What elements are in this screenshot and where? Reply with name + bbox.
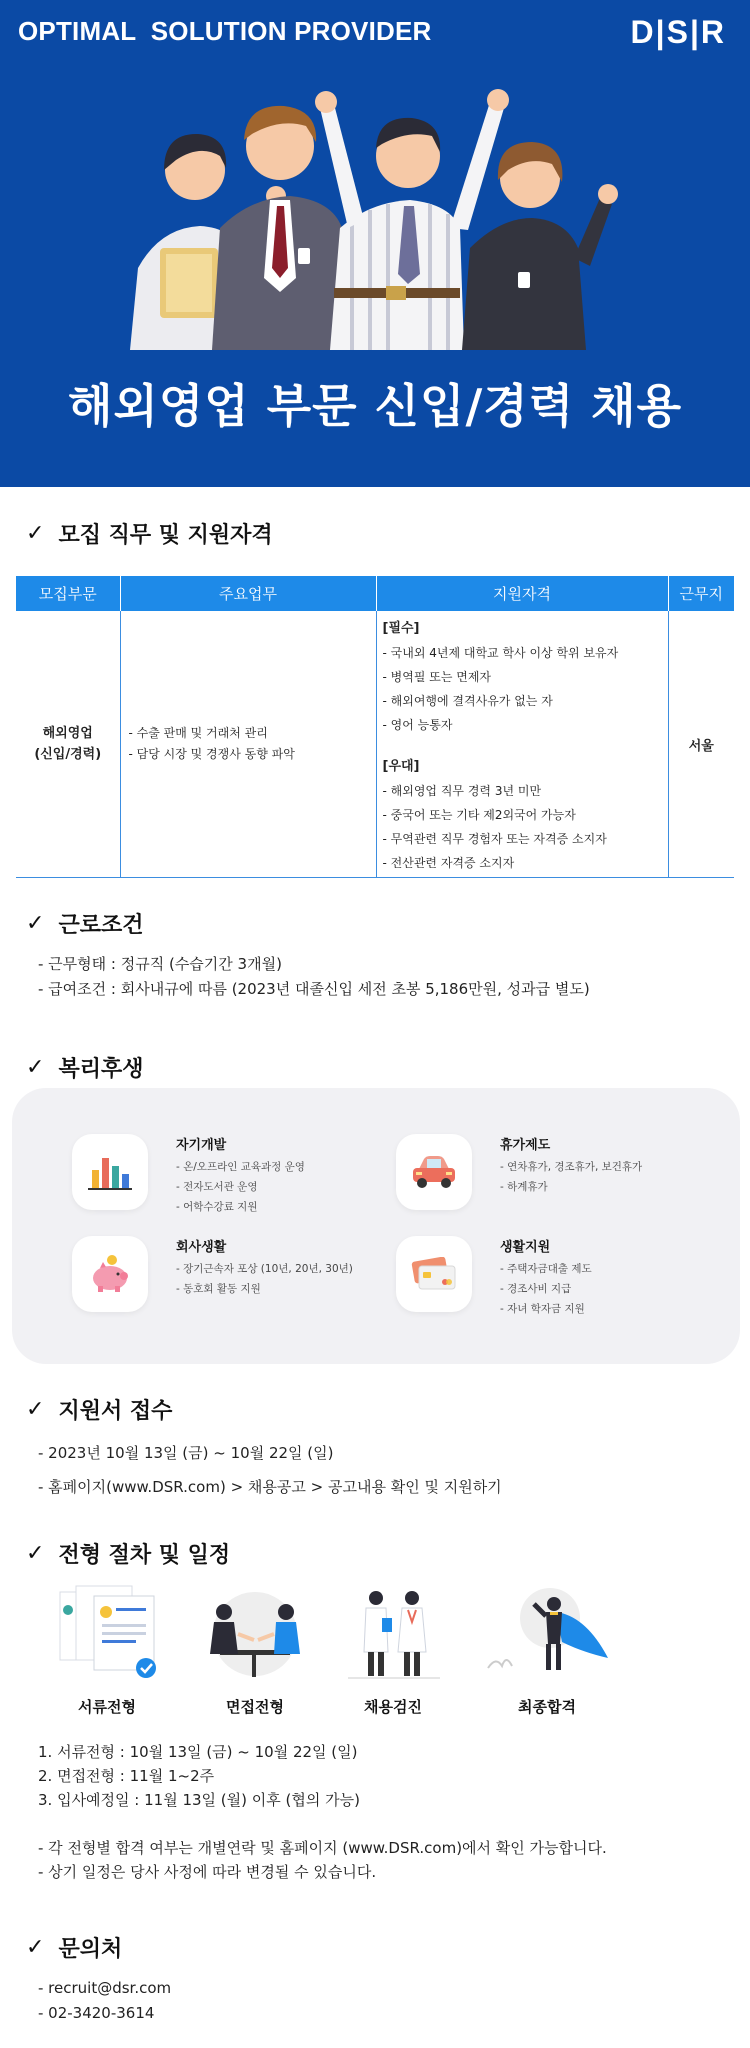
company-logo: D|S|R xyxy=(630,14,726,50)
apply-list xyxy=(38,1436,502,1504)
schedule-item: 2. 면접전형 : 11월 1~2주 xyxy=(38,1767,215,1785)
process-step-medical xyxy=(318,1582,468,1717)
hero-title: 해외영업 부문 신입/경력 채용 xyxy=(67,379,683,433)
duty-item: - 담당 시장 및 경쟁사 동향 파악 xyxy=(128,747,295,761)
benefit-title: 휴가제도 xyxy=(500,1138,551,1153)
contact-list xyxy=(38,1976,171,2026)
required-label: [필수] xyxy=(382,621,420,636)
benefit-living-support xyxy=(396,1236,592,1319)
process-step-final xyxy=(472,1582,622,1717)
header-qualification: 지원자격 xyxy=(376,576,668,611)
check-icon: ✓ xyxy=(26,911,45,936)
required-item: - 국내외 4년제 대학교 학사 이상 학위 보유자 xyxy=(382,646,619,660)
cell-dept xyxy=(16,611,120,878)
condition-item: - 근무형태 : 정규직 (수습기간 3개월) xyxy=(38,955,282,973)
interview-illustration xyxy=(190,1582,320,1682)
conditions-list xyxy=(38,952,590,1002)
schedule-item: 3. 입사예정일 : 11월 13일 (월) 이후 (협의 가능) xyxy=(38,1791,360,1809)
process-step-interview xyxy=(180,1582,330,1717)
benefit-self-development xyxy=(72,1134,305,1217)
cell-duty xyxy=(120,611,376,878)
benefit-item: - 전자도서관 운영 xyxy=(176,1181,258,1193)
person-man-tie xyxy=(212,106,346,350)
table-header-row xyxy=(16,576,734,611)
header-dept: 모집부문 xyxy=(16,576,120,611)
section-heading-conditions xyxy=(26,908,143,939)
benefit-item: - 경조사비 지급 xyxy=(500,1283,572,1295)
required-item: - 영어 능통자 xyxy=(382,718,453,732)
check-icon: ✓ xyxy=(26,1397,45,1422)
check-icon: ✓ xyxy=(26,521,45,546)
section-title: 지원서 접수 xyxy=(58,1399,173,1424)
check-icon: ✓ xyxy=(26,1935,45,1960)
benefit-item: - 어학수강료 지원 xyxy=(176,1201,258,1213)
benefit-item: - 주택자금대출 제도 xyxy=(500,1263,592,1275)
benefit-item: - 장기근속자 포상 (10년, 20년, 30년) xyxy=(176,1263,353,1275)
medical-checkup-illustration xyxy=(328,1582,458,1682)
hero-people-illustration xyxy=(120,78,640,350)
section-title: 근로조건 xyxy=(58,913,144,938)
section-heading-benefits xyxy=(26,1052,143,1083)
recruit-table xyxy=(16,576,734,878)
schedule-item: 1. 서류전형 : 10월 13일 (금) ~ 10월 22일 (일) xyxy=(38,1743,358,1761)
preferred-item: - 무역관련 직무 경험자 또는 자격증 소지자 xyxy=(382,832,607,846)
benefit-item: - 자녀 학자금 지원 xyxy=(500,1303,585,1315)
piggy-bank-icon xyxy=(72,1236,148,1312)
required-item: - 해외여행에 결격사유가 없는 자 xyxy=(382,694,553,708)
section-heading-recruit xyxy=(26,518,273,549)
contact-phone[interactable]: - 02-3420-3614 xyxy=(38,2004,155,2022)
benefits-panel xyxy=(12,1088,740,1364)
check-icon: ✓ xyxy=(26,1541,45,1566)
header-location: 근무지 xyxy=(668,576,734,611)
step-label: 최종합격 xyxy=(518,1698,576,1716)
cell-qualification xyxy=(376,611,668,878)
step-label: 서류전형 xyxy=(78,1698,136,1716)
check-icon: ✓ xyxy=(26,1055,45,1080)
benefit-item: - 연차휴가, 경조휴가, 보건휴가 xyxy=(500,1161,643,1173)
condition-item: - 급여조건 : 회사내규에 따름 (2023년 대졸신입 세전 초봉 5,186만원, 성과급 별도) xyxy=(38,980,590,998)
benefit-item: - 온/오프라인 교육과정 운영 xyxy=(176,1161,305,1173)
step-label: 채용검진 xyxy=(364,1698,422,1716)
duty-item: - 수출 판매 및 거래처 관리 xyxy=(128,726,268,740)
section-heading-apply xyxy=(26,1394,172,1425)
header-duty: 주요업무 xyxy=(120,576,376,611)
cell-location: 서울 xyxy=(668,611,734,878)
car-icon xyxy=(396,1134,472,1210)
note-item: - 각 전형별 합격 여부는 개별연락 및 홈페이지 (www.DSR.com)에서 확인 가능합니다. xyxy=(38,1839,607,1857)
notes-list xyxy=(38,1836,607,1884)
section-title: 복리후생 xyxy=(58,1057,144,1082)
step-label: 면접전형 xyxy=(226,1698,284,1716)
dept-name: 해외영업 xyxy=(42,726,93,741)
bar-chart-icon xyxy=(72,1134,148,1210)
hero-banner xyxy=(0,0,750,487)
benefit-title: 생활지원 xyxy=(500,1240,551,1255)
preferred-item: - 전산관련 자격증 소지자 xyxy=(382,856,515,870)
note-item: - 상기 일정은 당사 사정에 따라 변경될 수 있습니다. xyxy=(38,1863,377,1881)
process-step-document xyxy=(32,1582,182,1717)
section-title: 모집 직무 및 지원자격 xyxy=(58,523,273,548)
benefit-item: - 동호회 활동 지원 xyxy=(176,1283,261,1295)
apply-item: - 홈페이지(www.DSR.com) > 채용공고 > 공고내용 확인 및 지원하기 xyxy=(38,1478,502,1496)
section-heading-contact xyxy=(26,1932,122,1963)
apply-item: - 2023년 10월 13일 (금) ~ 10월 22일 (일) xyxy=(38,1444,334,1462)
section-heading-process xyxy=(26,1538,230,1569)
contact-email[interactable]: - recruit@dsr.com xyxy=(38,1979,172,1997)
benefit-company-life xyxy=(72,1236,353,1312)
benefit-title: 자기개발 xyxy=(176,1138,227,1153)
dept-type: (신입/경력) xyxy=(34,747,102,762)
table-row xyxy=(16,611,734,878)
required-item: - 병역필 또는 면제자 xyxy=(382,670,492,684)
preferred-label: [우대] xyxy=(382,759,420,774)
document-review-illustration xyxy=(42,1582,172,1682)
preferred-item: - 중국어 또는 기타 제2외국어 가능자 xyxy=(382,808,576,822)
preferred-item: - 해외영업 직무 경력 3년 미만 xyxy=(382,784,542,798)
benefit-title: 회사생활 xyxy=(176,1240,227,1255)
benefit-item: - 하계휴가 xyxy=(500,1181,548,1193)
hero-tagline: OPTIMAL SOLUTION PROVIDER xyxy=(18,16,432,46)
schedule-list xyxy=(38,1740,360,1812)
credit-card-icon xyxy=(396,1236,472,1312)
section-title: 전형 절차 및 일정 xyxy=(58,1543,231,1568)
benefit-vacation xyxy=(396,1134,642,1210)
person-woman-dark xyxy=(462,142,618,350)
final-pass-hero-illustration xyxy=(482,1582,612,1682)
section-title: 문의처 xyxy=(58,1937,123,1962)
